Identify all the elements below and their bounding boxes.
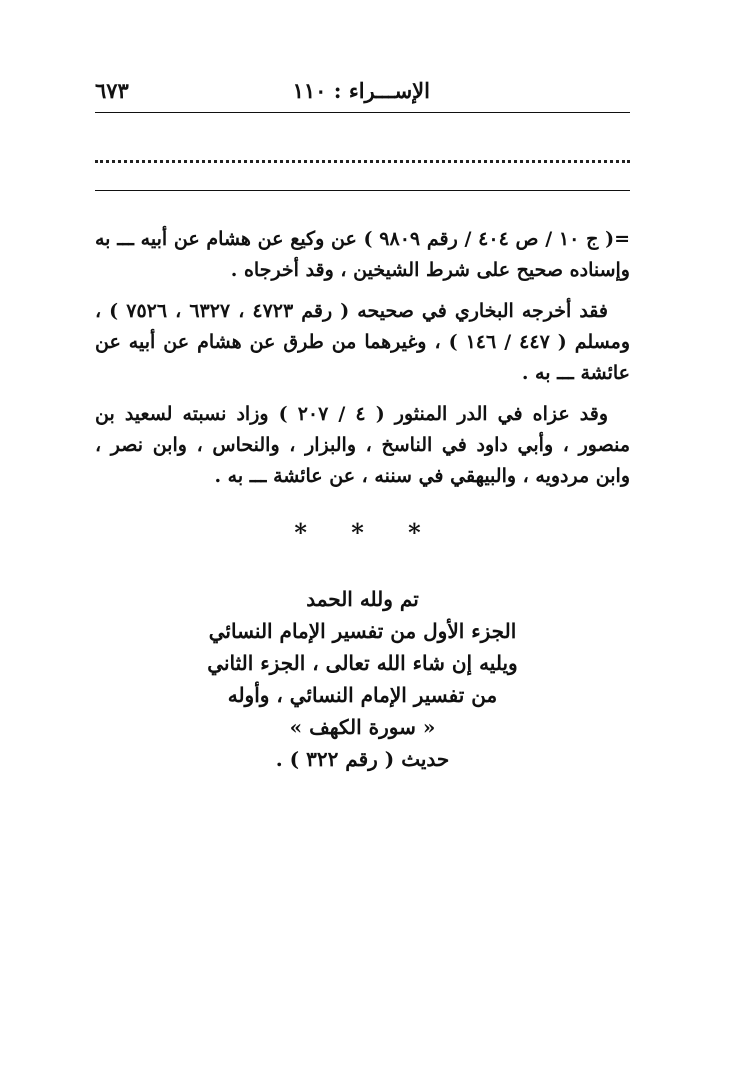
colophon-line-1: تم ولله الحمد (306, 587, 419, 611)
colophon-line-6: حديث ( رقم ٣٢٢ ) . (275, 747, 450, 771)
colophon (95, 583, 630, 775)
footnote-paragraph-2: فقد أخرجه البخاري في صحيحه ( رقم ٤٧٢٣ ، ٦٣٢٧ ، ٧٥٢٦ ) ، ومسلم ( ٤٤٧ / ١٤٦ ) ، وغيرهما من طرق عن هشام عن أبيه عن عائشة ـــ به . (95, 300, 630, 384)
dotted-separator (95, 160, 630, 163)
footnote-text (95, 224, 630, 502)
footnote-paragraph-3: وقد عزاه في الدر المنثور ( ٤ / ٢٠٧ ) وزاد نسبته لسعيد بن منصور ، وأبي داود في الناسخ ، والبزار ، والنحاس ، وابن نصر ، وابن مردويه ، والبيهقي في سننه ، عن عائشة ـــ به . (95, 403, 630, 487)
asterisk-separator: * * * (294, 518, 439, 547)
page-number: ٦٧٣ (95, 78, 129, 103)
header-rule (95, 112, 630, 113)
page-header (95, 74, 630, 108)
colophon-line-5: « سورة الكهف » (289, 715, 436, 739)
footnote-paragraph-1: =( ج ١٠ / ص ٤٠٤ / رقم ٩٨٠٩ ) عن وكيع عن هشام عن أبيه ـــ به وإسناده صحيح على شرط الشيخين ، وقد أخرجاه . (95, 228, 630, 281)
colophon-line-2: الجزء الأول من تفسير الإمام النسائي (208, 619, 517, 643)
colophon-line-4: من تفسير الإمام النسائي ، وأوله (227, 683, 498, 707)
running-title: الإســـراء : ١١٠ (292, 78, 430, 103)
footnote-rule (95, 190, 630, 191)
colophon-line-3: ويليه إن شاء الله تعالى ، الجزء الثاني (207, 651, 518, 675)
